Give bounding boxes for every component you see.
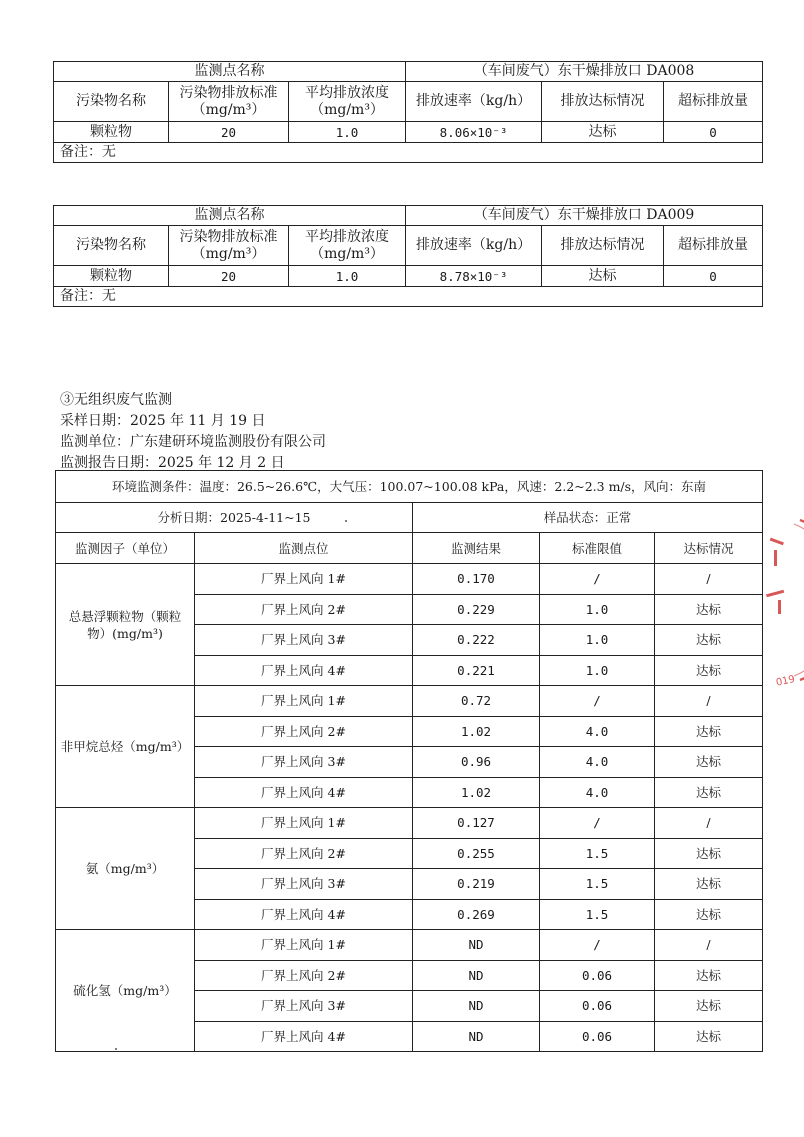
header-pollutant: 污染物名称 [54,226,169,266]
report-date: 监测报告日期：2025 年 12 月 2 日 [60,455,285,471]
header-result: 监测结果 [413,533,540,564]
limit-value: 4.0 [540,777,655,808]
monitor-point: 厂界上风向 4# [195,1021,413,1052]
status-value: 达标 [655,899,763,930]
header-factor: 监测因子（单位） [56,533,195,564]
limit-value: 1.0 [540,625,655,656]
header-excess: 超标排放量 [664,226,763,266]
cell-standard: 20 [169,266,289,287]
header-pollutant: 污染物名称 [54,82,169,122]
cell-rate: 8.78×10⁻³ [406,266,542,287]
result-value: 0.269 [413,899,540,930]
result-value: 0.127 [413,808,540,839]
header-rate: 排放速率（kg/h） [406,226,542,266]
limit-value: 1.5 [540,899,655,930]
limit-value: 1.0 [540,655,655,686]
table-row [56,686,763,717]
sample-state: 样品状态：正常 [413,503,763,533]
limit-value: 4.0 [540,716,655,747]
header-status: 排放达标情况 [542,82,664,122]
factor-name: 非甲烷总烃（mg/m³） [56,686,195,808]
result-value: 0.221 [413,655,540,686]
limit-value: / [540,564,655,595]
result-value: ND [413,960,540,991]
result-value: 0.96 [413,747,540,778]
factor-name: 总悬浮颗粒物（颗粒物）(mg/m³) [56,564,195,686]
company-seal-stamp [760,510,804,690]
limit-value: 4.0 [540,747,655,778]
monitor-point: 厂界上风向 2# [195,960,413,991]
conditions: 环境监测条件：温度：26.5~26.6℃，大气压：100.07~100.08 kPa，风速：2.2~2.3 m/s，风向：东南 [56,471,763,503]
status-value: 达标 [655,625,763,656]
result-value: 1.02 [413,777,540,808]
result-value: ND [413,991,540,1022]
status-value: 达标 [655,747,763,778]
section-title: ③无组织废气监测 [60,392,172,408]
status-value: 达标 [655,838,763,869]
header-rate: 排放速率（kg/h） [406,82,542,122]
point-name-value: （车间废气）东干燥排放口 DA008 [406,62,763,82]
factor-name: 硫化氢（mg/m³） [56,930,195,1052]
monitor-point: 厂界上风向 1# [195,930,413,961]
monitor-point: 厂界上风向 2# [195,716,413,747]
cell-status: 达标 [542,266,664,287]
monitor-point: 厂界上风向 3# [195,869,413,900]
status-value: / [655,564,763,595]
monitor-point: 厂界上风向 1# [195,564,413,595]
monitor-point: 厂界上风向 2# [195,594,413,625]
cell-standard: 20 [169,122,289,143]
header-limit: 标准限值 [540,533,655,564]
groups-body [56,564,763,1052]
factor-name: 氨（mg/m³） [56,808,195,930]
status-value: 达标 [655,869,763,900]
sampling-date: 采样日期：2025 年 11 月 19 日 [60,413,266,429]
result-value: ND [413,1021,540,1052]
header-standard: 污染物排放标准（mg/m³） [169,82,289,122]
status-value: 达标 [655,960,763,991]
monitor-point: 厂界上风向 2# [195,838,413,869]
header-status: 达标情况 [655,533,763,564]
header-concentration: 平均排放浓度（mg/m³） [289,226,406,266]
point-name-label: 监测点名称 [54,62,406,82]
limit-value: / [540,808,655,839]
status-value: / [655,930,763,961]
limit-value: 0.06 [540,960,655,991]
monitor-point: 厂界上风向 3# [195,747,413,778]
header-concentration: 平均排放浓度（mg/m³） [289,82,406,122]
limit-value: 1.0 [540,594,655,625]
monitor-point: 厂界上风向 1# [195,808,413,839]
limit-value: 0.06 [540,991,655,1022]
cell-pollutant: 颗粒物 [54,122,169,143]
table-row [56,564,763,595]
monitor-point: 厂界上风向 4# [195,899,413,930]
result-value: 0.229 [413,594,540,625]
result-value: 1.02 [413,716,540,747]
remark: 备注：无 [54,143,763,163]
header-excess: 超标排放量 [664,82,763,122]
limit-value: 0.06 [540,1021,655,1052]
scan-speck [345,520,347,522]
analysis-date: 分析日期：2025-4-11~15 [56,503,413,533]
cell-concentration: 1.0 [289,266,406,287]
monitor-point: 厂界上风向 3# [195,625,413,656]
seal-number-text: 019 [775,673,797,689]
result-value: 0.170 [413,564,540,595]
header-standard: 污染物排放标准（mg/m³） [169,226,289,266]
cell-pollutant: 颗粒物 [54,266,169,287]
status-value: / [655,686,763,717]
status-value: 达标 [655,655,763,686]
result-value: 0.255 [413,838,540,869]
monitor-point: 厂界上风向 4# [195,777,413,808]
status-value: 达标 [655,991,763,1022]
monitor-point: 厂界上风向 4# [195,655,413,686]
cell-rate: 8.06×10⁻³ [406,122,542,143]
cell-excess: 0 [664,266,763,287]
limit-value: 1.5 [540,869,655,900]
point-name-value: （车间废气）东干燥排放口 DA009 [406,206,763,226]
emission-table-da008 [53,61,763,163]
status-value: / [655,808,763,839]
table-row [56,930,763,961]
limit-value: / [540,686,655,717]
cell-excess: 0 [664,122,763,143]
remark: 备注：无 [54,287,763,307]
monitoring-unit: 监测单位：广东建研环境监测股份有限公司 [60,434,326,450]
result-value: 0.219 [413,869,540,900]
status-value: 达标 [655,1021,763,1052]
result-value: ND [413,930,540,961]
limit-value: 1.5 [540,838,655,869]
emission-table-da009 [53,205,763,307]
header-status: 排放达标情况 [542,226,664,266]
fugitive-emission-table [55,470,763,1052]
point-name-label: 监测点名称 [54,206,406,226]
monitor-point: 厂界上风向 1# [195,686,413,717]
status-value: 达标 [655,594,763,625]
result-value: 0.72 [413,686,540,717]
limit-value: / [540,930,655,961]
status-value: 达标 [655,716,763,747]
status-value: 达标 [655,777,763,808]
cell-status: 达标 [542,122,664,143]
monitor-point: 厂界上风向 3# [195,991,413,1022]
table-row [56,808,763,839]
scan-speck [115,1048,117,1050]
result-value: 0.222 [413,625,540,656]
header-point: 监测点位 [195,533,413,564]
cell-concentration: 1.0 [289,122,406,143]
